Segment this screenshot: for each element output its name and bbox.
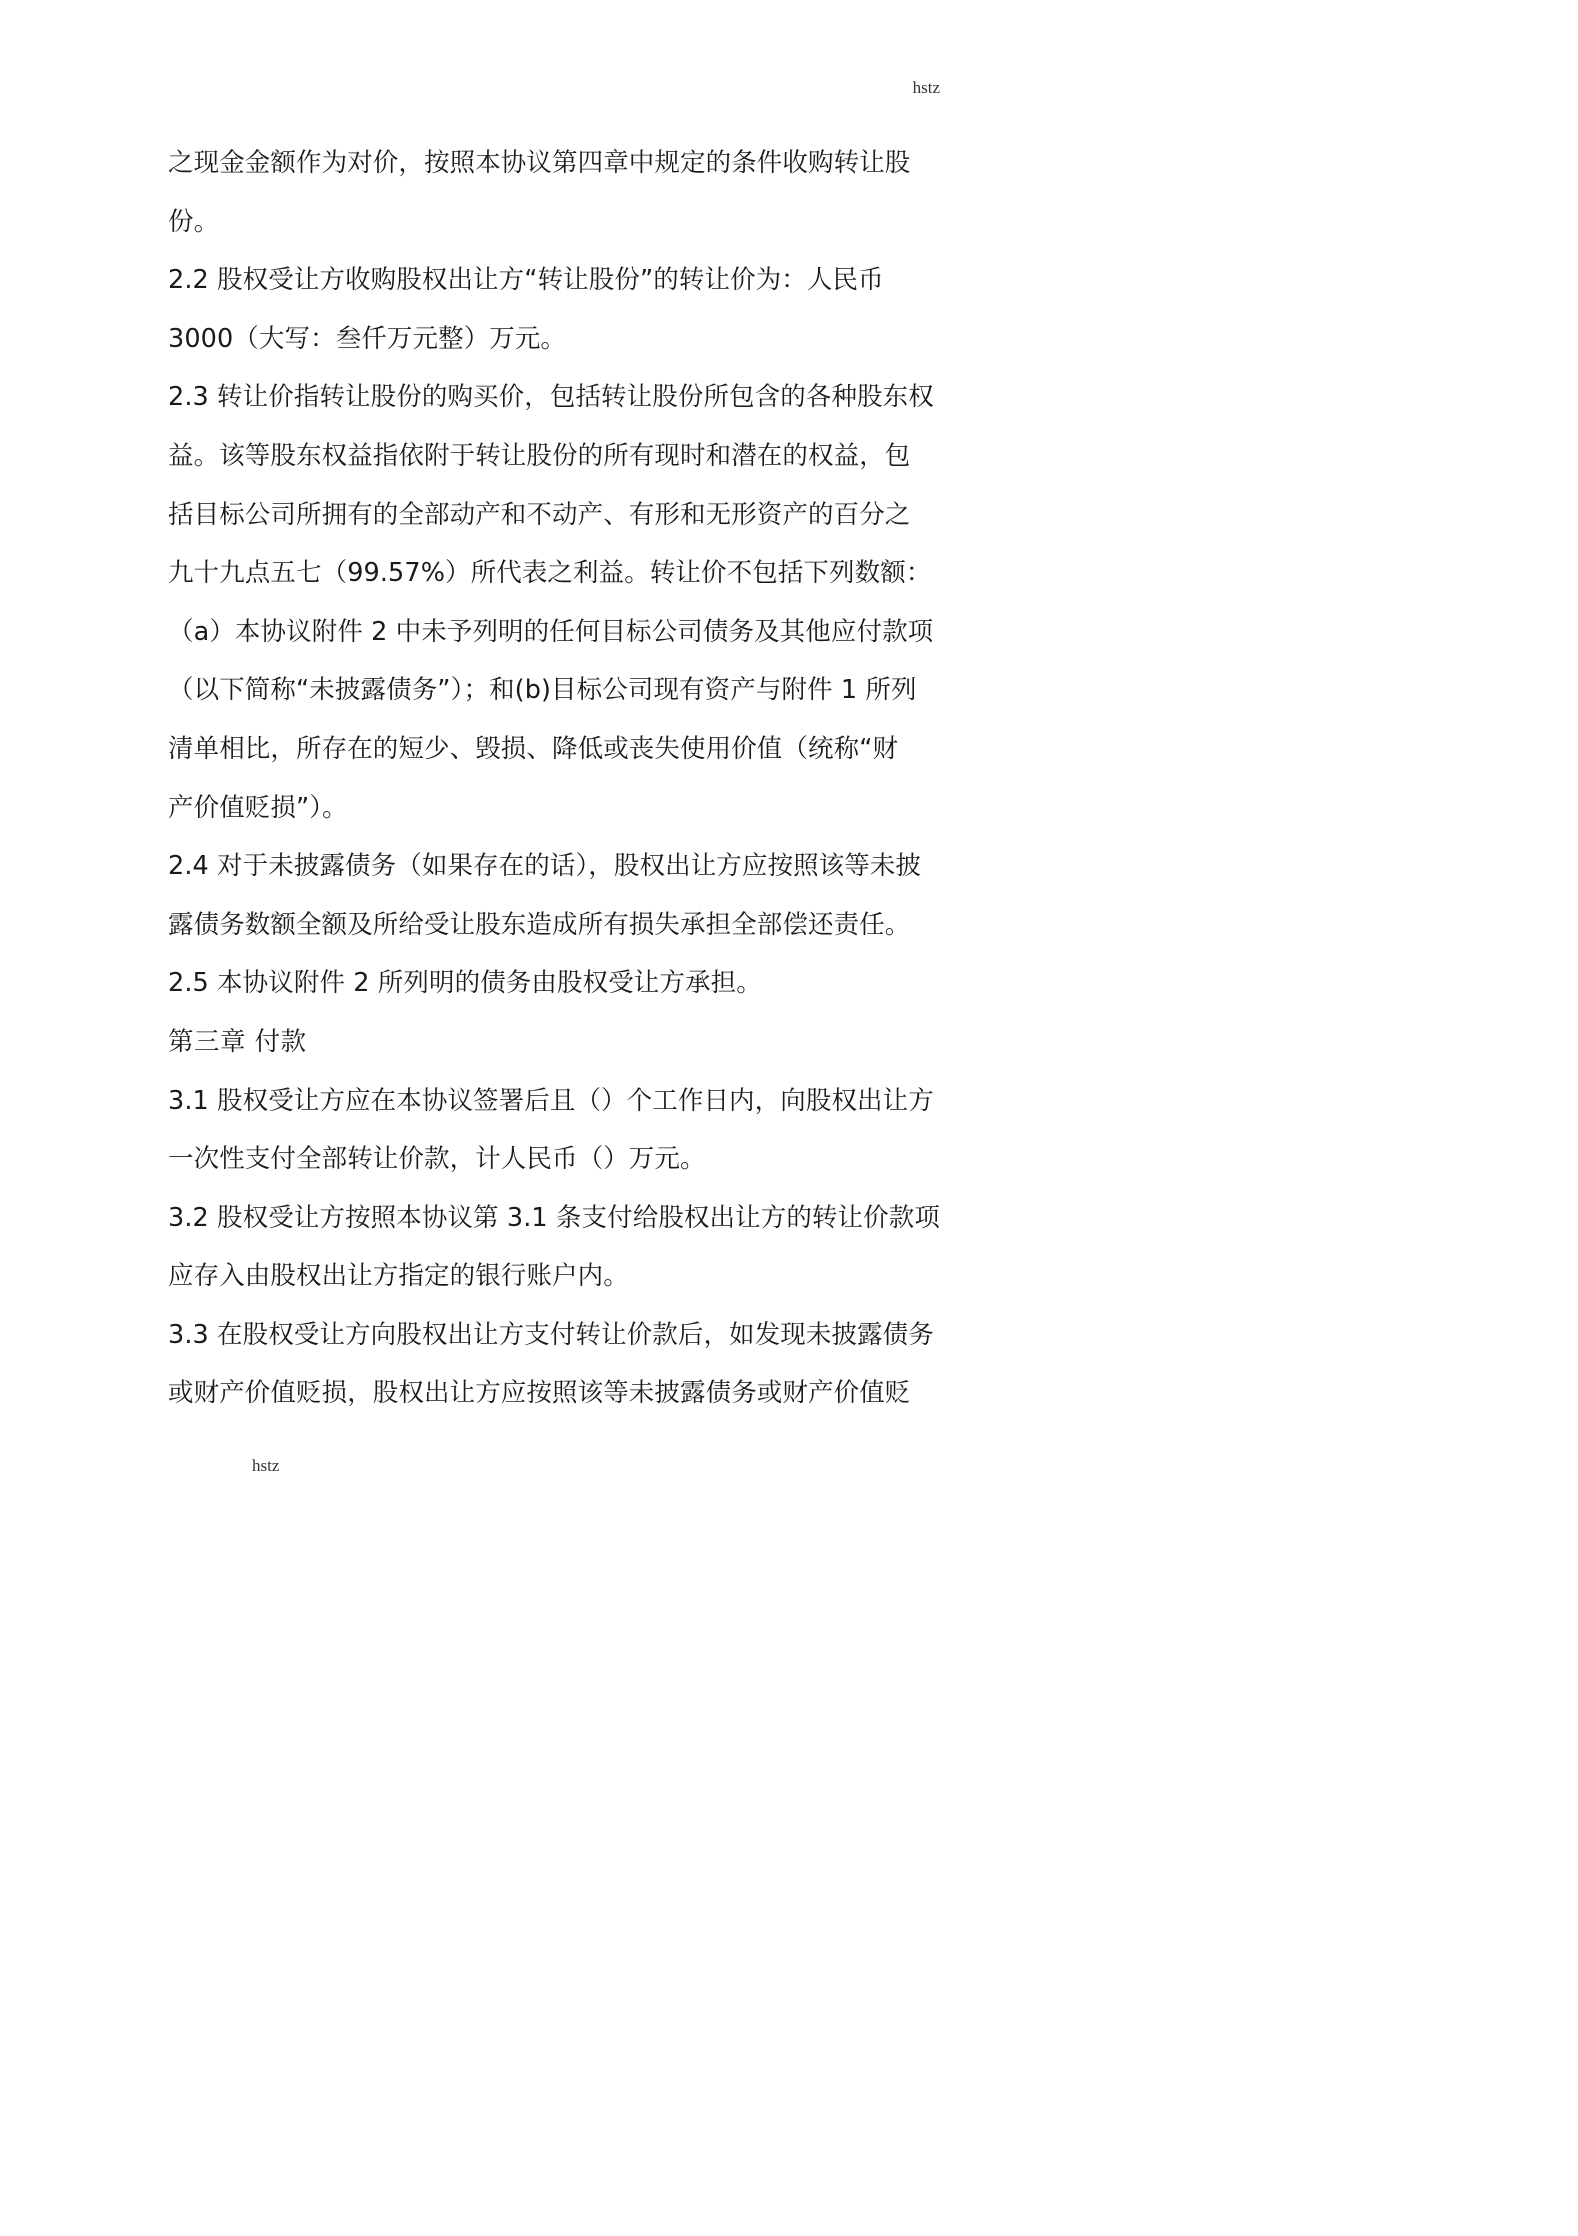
clause-3-1: 3.1 股权受让方应在本协议签署后且（）个工作日内，向股权出让方 bbox=[168, 1085, 934, 1116]
document-body bbox=[168, 134, 944, 1423]
page-footer-mark: hstz bbox=[252, 1456, 280, 1475]
body-line: 份。 bbox=[168, 206, 220, 237]
clause-2-3: 2.3 转让价指转让股份的购买价，包括转让股份所包含的各种股东权 bbox=[168, 382, 934, 413]
clause-3-2: 3.2 股权受让方按照本协议第 3.1 条支付给股权出让方的转让价款项 bbox=[168, 1202, 940, 1233]
body-line: 产价值贬损”）。 bbox=[168, 792, 348, 823]
body-line: 括目标公司所拥有的全部动产和不动产、有形和无形资产的百分之 bbox=[168, 499, 911, 530]
chapter-heading: 第三章 付款 bbox=[168, 1026, 307, 1057]
body-line: 之现金金额作为对价，按照本协议第四章中规定的条件收购转让股 bbox=[168, 148, 911, 178]
body-line: 3000（大写：叁仟万元整）万元。 bbox=[168, 323, 567, 354]
body-line: 益。该等股东权益指依附于转让股份的所有现时和潜在的权益，包 bbox=[168, 440, 911, 471]
clause-3-3: 3.3 在股权受让方向股权出让方支付转让价款后，如发现未披露债务 bbox=[168, 1319, 934, 1350]
body-line: 或财产价值贬损，股权出让方应按照该等未披露债务或财产价值贬 bbox=[168, 1378, 911, 1409]
clause-2-4: 2.4 对于未披露债务（如果存在的话），股权出让方应按照该等未披 bbox=[168, 851, 922, 882]
clause-2-5: 2.5 本协议附件 2 所列明的债务由股权受让方承担。 bbox=[168, 968, 762, 999]
clause-2-2: 2.2 股权受让方收购股权出让方“转让股份”的转让价为：人民币 bbox=[168, 265, 884, 296]
body-line: 应存入由股权出让方指定的银行账户内。 bbox=[168, 1261, 629, 1292]
body-line: （以下简称“未披露债务”）；和(b)目标公司现有资产与附件 1 所列 bbox=[168, 675, 917, 706]
body-line: 清单相比，所存在的短少、毁损、降低或丧失使用价值（统称“财 bbox=[168, 733, 899, 764]
body-line: 露债务数额全额及所给受让股东造成所有损失承担全部偿还责任。 bbox=[168, 909, 911, 940]
page-header-mark: hstz bbox=[912, 78, 940, 97]
body-line: 九十九点五七（99.57%）所代表之利益。转让价不包括下列数额： bbox=[168, 558, 932, 589]
body-line: 一次性支付全部转让价款，计人民币（）万元。 bbox=[168, 1144, 706, 1175]
body-line: （a）本协议附件 2 中未予列明的任何目标公司债务及其他应付款项 bbox=[168, 616, 934, 647]
